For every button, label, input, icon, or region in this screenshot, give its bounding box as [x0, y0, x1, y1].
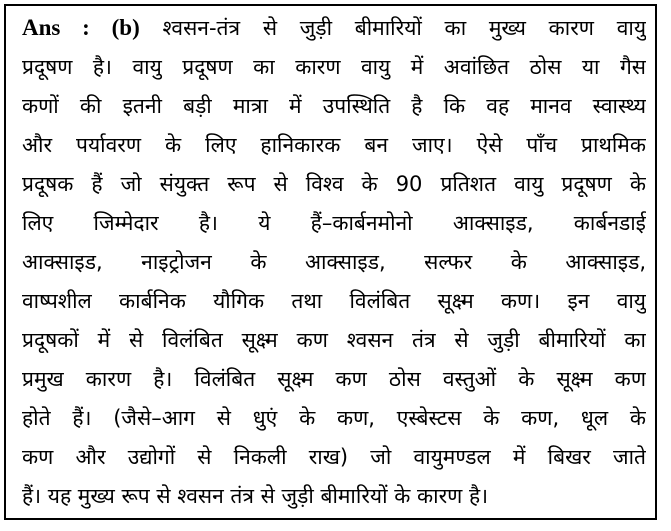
answer-line-12: कण और उद्योगों से निकली राख) जो वायुमण्डल में बिखर जाते: [22, 445, 646, 469]
answer-line-9: प्रदूषकों में से विलंबित सूक्ष्म कण श्वसन तंत्र से जुड़ी बीमारियों का: [22, 328, 646, 352]
answer-line-11: होते हैं। (जैसे–आग से धुएं के कण, एस्बेस्टस के कण, धूल के: [22, 406, 646, 430]
answer-line-8: वाष्पशील कार्बनिक यौगिक तथा विलंबित सूक्ष्म कण। इन वायु: [22, 289, 646, 313]
answer-line-7: आक्साइड, नाइट्रोजन के आक्साइड, सल्फर के आक्साइड,: [22, 250, 646, 274]
answer-line-1-text: श्वसन-तंत्र से जुड़ी बीमारियों का मुख्य कारण वायु: [162, 16, 646, 40]
answer-box: [4, 4, 657, 520]
answer-line-10: प्रमुख कारण है। विलंबित सूक्ष्म कण ठोस वस्तुओं के सूक्ष्म कण: [22, 367, 646, 391]
answer-line-1: [22, 11, 646, 45]
answer-line-2: प्रदूषण है। वायु प्रदूषण का कारण वायु में अवांछित ठोस या गैस: [22, 55, 646, 79]
answer-line-3: कणों की इतनी बड़ी मात्रा में उपस्थिति है कि वह मानव स्वास्थ्य: [22, 94, 646, 118]
answer-line-6: लिए जिम्मेदार है। ये हैं–कार्बनमोनो आक्साइड, कार्बनडाई: [22, 211, 646, 235]
answer-line-4: और पर्यावरण के लिए हानिकारक बन जाए। ऐसे पाँच प्राथमिक: [22, 133, 646, 157]
answer-label: Ans : (b): [22, 15, 140, 40]
answer-line-5: प्रदूषक हैं जो संयुक्त रूप से विश्व के 90 प्रतिशत वायु प्रदूषण के: [22, 172, 646, 196]
answer-line-13: हैं। यह मुख्य रूप से श्वसन तंत्र से जुड़ी बीमारियों के कारण है।: [22, 484, 489, 508]
